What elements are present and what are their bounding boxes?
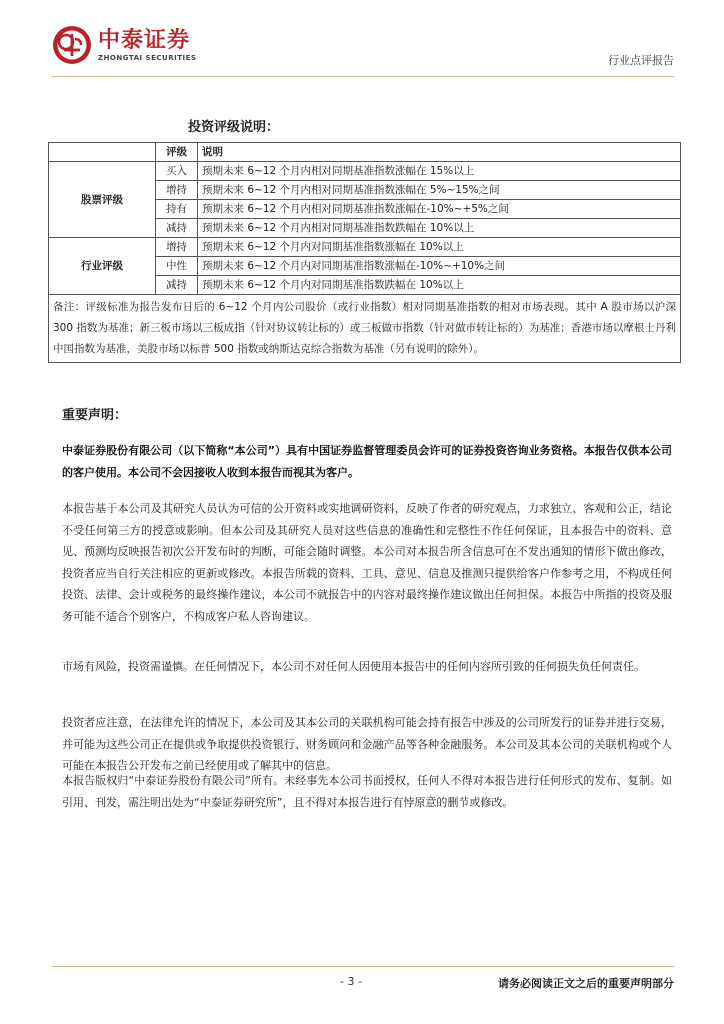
rating-level: 增持 [156, 181, 198, 200]
rating-description: 预期未来 6~12 个月内相对同期基准指数涨幅在 15%以上 [198, 162, 681, 181]
disclaimer-paragraph-risk: 市场有风险，投资需谨慎。在任何情况下，本公司不对任何人因使用本报告中的任何内容所引致的任何损失负任何责任。 [62, 660, 645, 673]
rating-level: 增持 [156, 238, 198, 257]
rating-description: 预期未来 6~12 个月内对同期基准指数涨幅在-10%~+10%之间 [198, 257, 681, 276]
disclaimer-paragraph-conflict: 投资者应注意，在法律允许的情况下，本公司及其本公司的关联机构可能会持有报告中涉及的公司所发行的证券并进行交易，并可能为这些公司正在提供或争取提供投资银行、财务顾问和金融产品等各种金融服务。本公司及其本公司的关联机构或个人可能在本报告公开发布之前已经使用或了解其中的信息。 [62, 716, 672, 772]
stock-rating-category: 股票评级 [49, 162, 156, 238]
rating-description: 预期未来 6~12 个月内对同期基准指数跌幅在 10%以上 [198, 276, 681, 295]
company-logo [52, 25, 196, 65]
table-note-row [49, 295, 681, 363]
rating-level: 中性 [156, 257, 198, 276]
rating-level: 买入 [156, 162, 198, 181]
table-header-level: 评级 [156, 143, 198, 162]
industry-rating-category: 行业评级 [49, 238, 156, 295]
rating-note: 备注：评级标准为报告发布日后的 6~12 个月内公司股价（或行业指数）相对同期基准指数的相对市场表现。其中 A 股市场以沪深 300 指数为基准；新三板市场以三板成指（针对协议转让标的）或三板做市指数（针对做市转让标的）为基准；香港市场以摩根士丹利中国指数为基准，美股市场以标普 500 指数或纳斯达克综合指数为基准（另有说明的除外）。 [49, 295, 681, 363]
footer-notice: 请务必阅读正文之后的重要声明部分 [498, 977, 674, 990]
rating-description: 预期未来 6~12 个月内相对同期基准指数涨幅在 5%~15%之间 [198, 181, 681, 200]
disclaimer-paragraph-copyright: 本报告版权归“中泰证券股份有限公司”所有。未经事先本公司书面授权，任何人不得对本报告进行任何形式的发布、复制。如引用、刊发，需注明出处为“中泰证券研究所”，且不得对本报告进行有悖原意的删节或修改。 [62, 774, 672, 809]
page-header [0, 0, 724, 82]
table-header-row [49, 143, 681, 162]
rating-table [48, 142, 681, 363]
report-type-label: 行业点评报告 [608, 54, 674, 67]
logo-chinese: 中泰证券 [98, 27, 191, 53]
page-number: - 3 - [340, 975, 362, 988]
table-header-desc: 说明 [198, 143, 681, 162]
logo-english: ZHONGTAI SECURITIES [98, 53, 197, 62]
rating-level: 减持 [156, 276, 198, 295]
rating-description: 预期未来 6~12 个月内相对同期基准指数跌幅在 10%以上 [198, 219, 681, 238]
rating-description: 预期未来 6~12 个月内对同期基准指数涨幅在 10%以上 [198, 238, 681, 257]
table-row [49, 238, 681, 257]
disclaimer-paragraph-basis: 本报告基于本公司及其研究人员认为可信的公开资料或实地调研资料，反映了作者的研究观点，力求独立、客观和公正，结论不受任何第三方的授意或影响。但本公司及其研究人员对这些信息的准确性和完整性不作任何保证，且本报告中的资料、意见、预测均反映报告初次公开发布时的判断，可能会随时调整。本公司对本报告所含信息可在不发出通知的情形下做出修改，投资者应当自行关注相应的更新或修改。本报告所载的资料、工具、意见、信息及推测只提供给客户作参考之用，不构成任何投资、法律、会计或税务的最终操作建议，本公司不就报告中的内容对最终操作建议做出任何担保。本报告中所指的投资及服务可能不适合个别客户，不构成客户私人咨询建议。 [62, 502, 672, 623]
rating-level: 持有 [156, 200, 198, 219]
logo-mark-icon [52, 25, 92, 65]
disclaimer-title: 重要声明： [62, 408, 128, 423]
table-header-blank [49, 143, 156, 162]
header-divider [52, 76, 674, 77]
disclaimer-paragraph-qualification: 中泰证券股份有限公司（以下简称“本公司”）具有中国证券监督管理委员会许可的证券投资咨询业务资格。本报告仅供本公司的客户使用。本公司不会因接收人收到本报告而视其为客户。 [62, 444, 672, 479]
footer-divider [52, 966, 674, 967]
table-row [49, 162, 681, 181]
rating-description: 预期未来 6~12 个月内相对同期基准指数涨幅在-10%~+5%之间 [198, 200, 681, 219]
rating-section-title: 投资评级说明： [188, 120, 280, 135]
rating-level: 减持 [156, 219, 198, 238]
